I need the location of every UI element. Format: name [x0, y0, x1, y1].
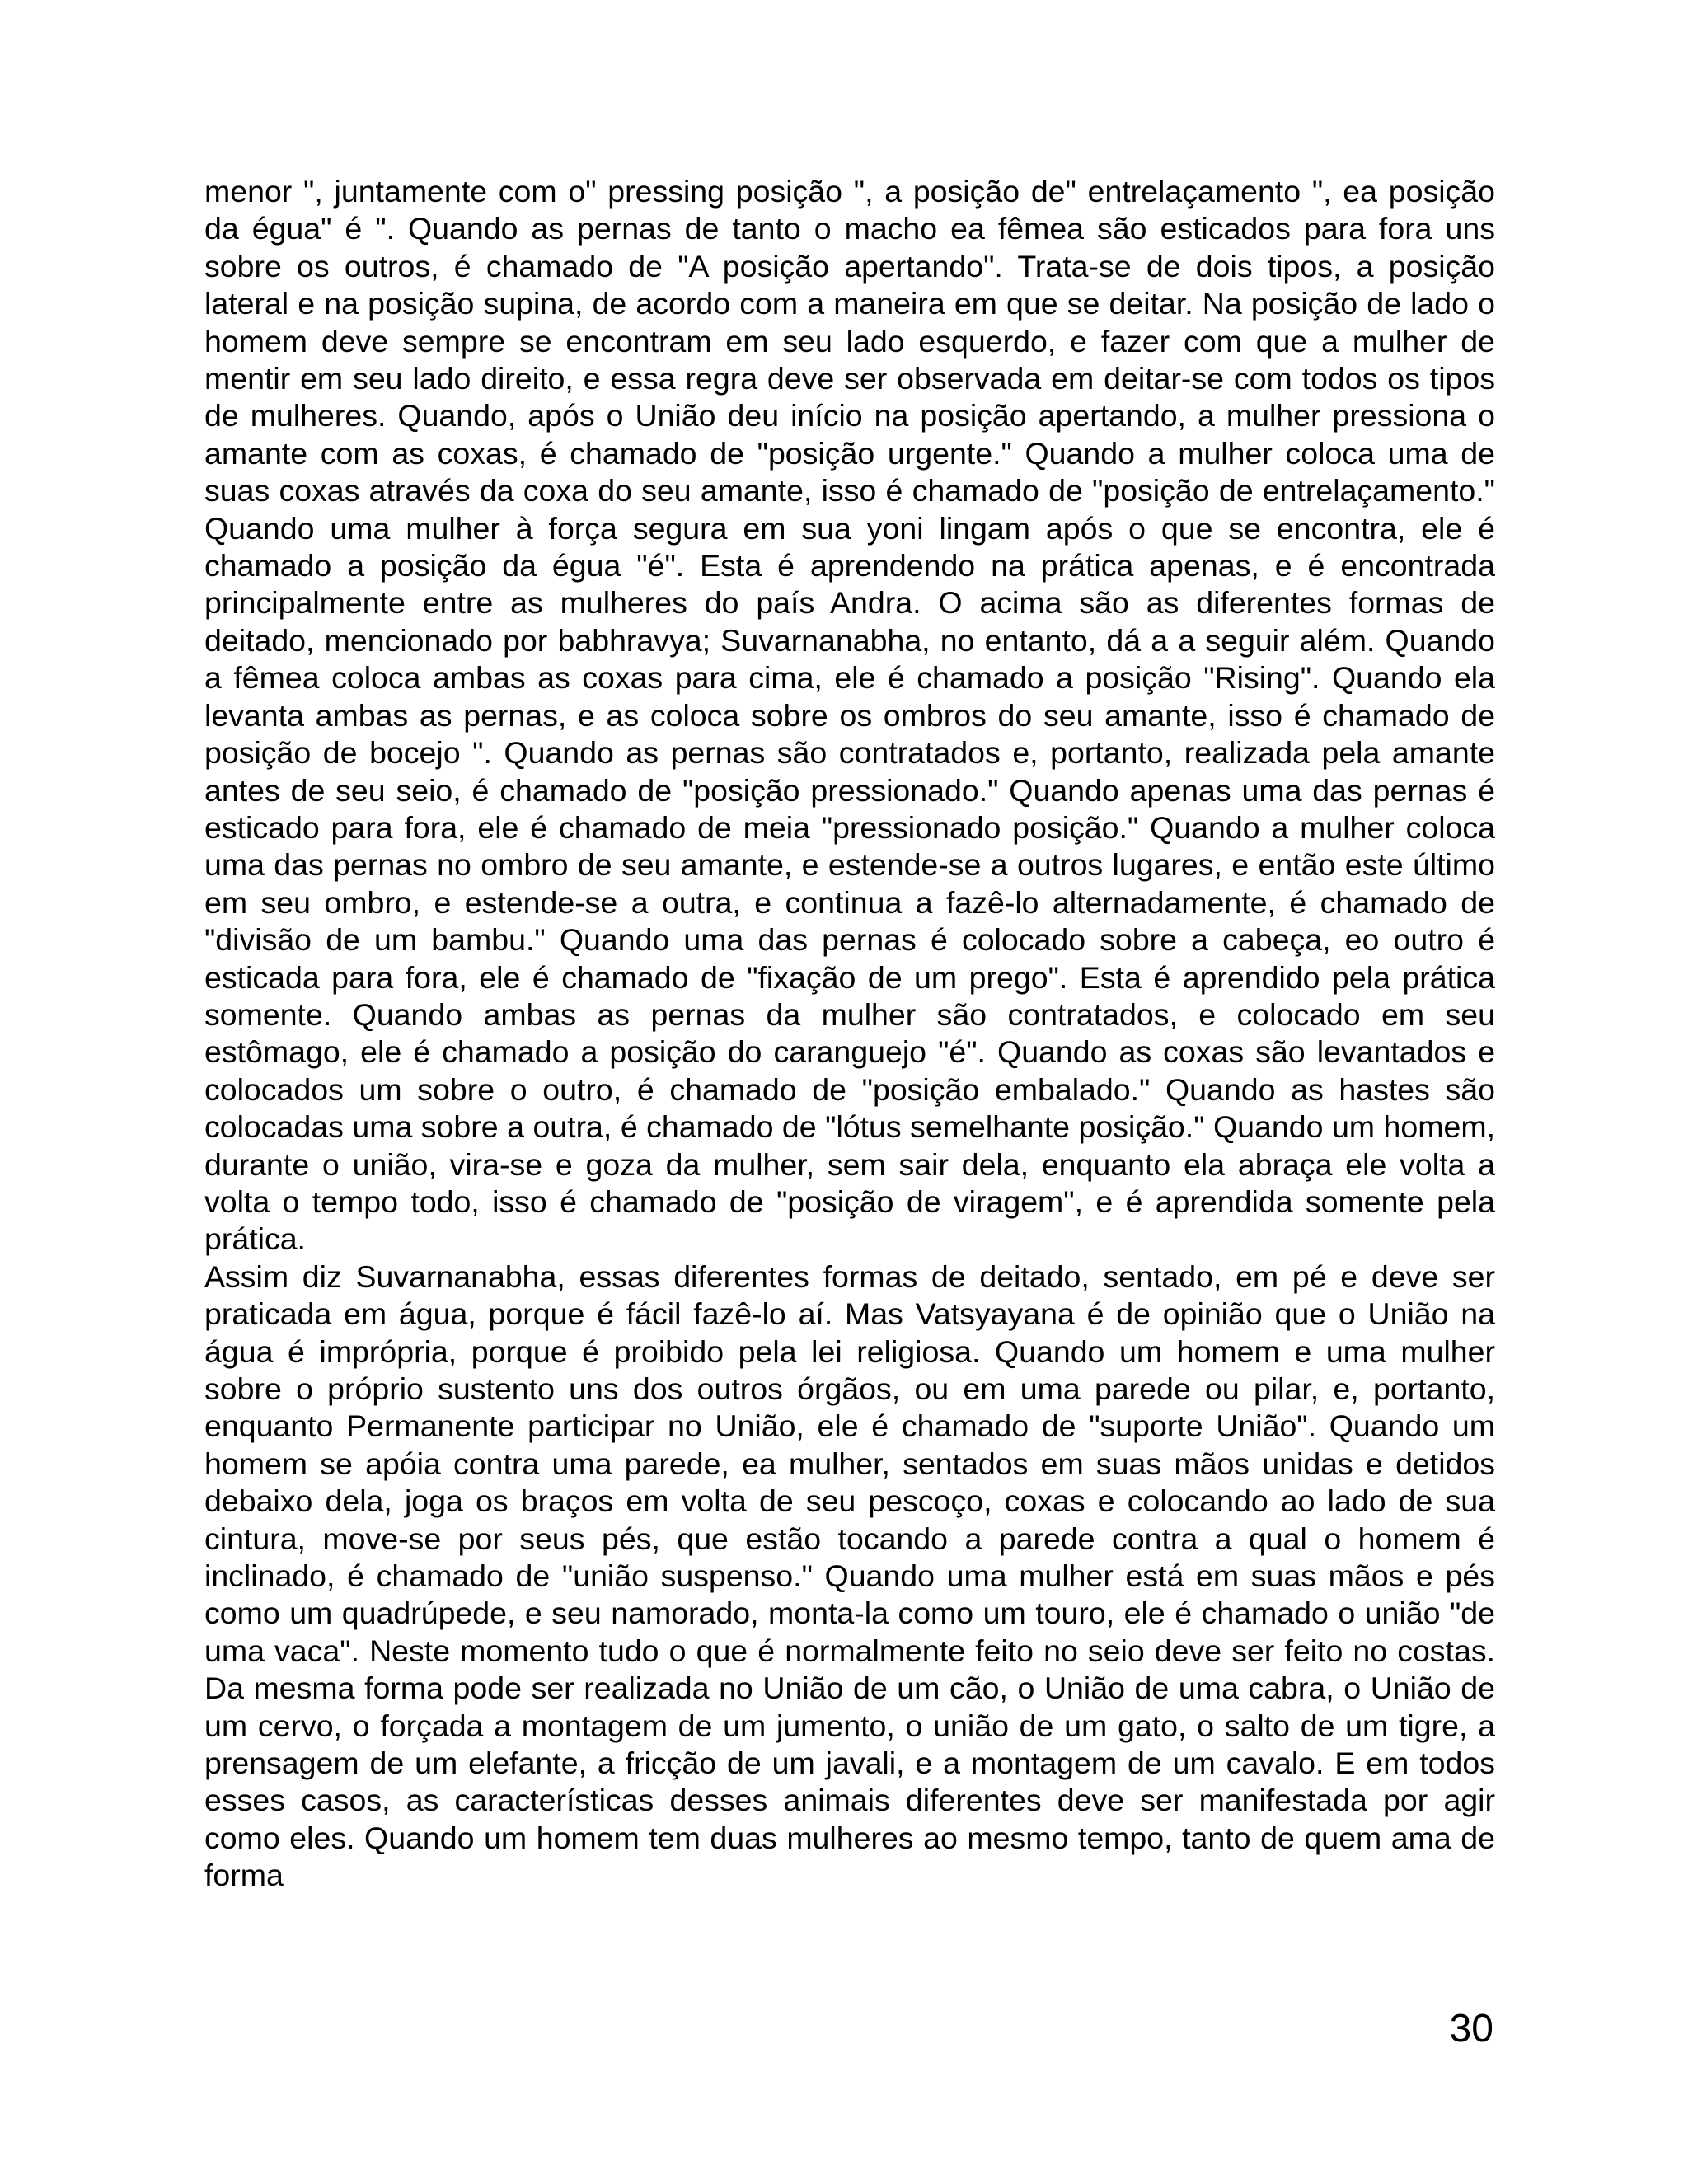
page-number: 30 [1449, 2007, 1493, 2050]
paragraph-1: menor ", juntamente com o" pressing posição ", a posição de" entrelaçamento ", ea posição da égua" é ". Quando as pernas de tanto o macho ea fêmea são esticados para fora uns sobre os outros, é chamado de "A posição apertando". Trata-se de dois tipos, a posição lateral e na posição supina, de acordo com a maneira em que se deitar. Na posição de lado o homem deve sempre se encontram em seu lado esquerdo, e fazer com que a mulher de mentir em seu lado direito, e essa regra deve ser observada em deitar-se com todos os tipos de mulheres. Quando, após o União deu início na posição apertando, a mulher pressiona o amante com as coxas, é chamado de "posição urgente." Quando a mulher coloca uma de suas coxas através da coxa do seu amante, isso é chamado de "posição de entrelaçamento." Quando uma mulher à força segura em sua yoni lingam após o que se encontra, ele é chamado a posição da égua "é". Esta é aprendendo na prática apenas, e é encontrada principalmente entre as mulheres do país Andra. O acima são as diferentes formas de deitado, mencionado por babhravya; Suvarnanabha, no entanto, dá a a seguir além. Quando a fêmea coloca ambas as coxas para cima, ele é chamado a posição "Rising". Quando ela levanta ambas as pernas, e as coloca sobre os ombros do seu amante, isso é chamado de posição de bocejo ". Quando as pernas são contratados e, portanto, realizada pela amante antes de seu seio, é chamado de "posição pressionado." Quando apenas uma das pernas é esticado para fora, ele é chamado de meia "pressionado posição." Quando a mulher coloca uma das pernas no ombro de seu amante, e estende-se a outros lugares, e então este último em seu ombro, e estende-se a outra, e continua a fazê-lo alternadamente, é chamado de "divisão de um bambu." Quando uma das pernas é colocado sobre a cabeça, eo outro é esticada para fora, ele é chamado de "fixação de um prego". Esta é aprendido pela prática somente. Quando ambas as pernas da mulher são contratados, e colocado em seu estômago, ele é chamado a posição do caranguejo "é". Quando as coxas são levantados e colocados um sobre o outro, é chamado de "posição embalado." Quando as hastes são colocadas uma sobre a outra, é chamado de "lótus semelhante posição." Quando um homem, durante o união, vira-se e goza da mulher, sem sair dela, enquanto ela abraça ele volta a volta o tempo todo, isso é chamado de "posição de viragem", e é aprendida somente pela prática. [204, 174, 1495, 1257]
body-text [204, 173, 1495, 1895]
paragraph-2: Assim diz Suvarnanabha, essas diferentes formas de deitado, sentado, em pé e deve ser praticada em água, porque é fácil fazê-lo aí. Mas Vatsyayana é de opinião que o União na água é imprópria, porque é proibido pela lei religiosa. Quando um homem e uma mulher sobre o próprio sustento uns dos outros órgãos, ou em uma parede ou pilar, e, portanto, enquanto Permanente participar no União, ele é chamado de "suporte União". Quando um homem se apóia contra uma parede, ea mulher, sentados em suas mãos unidas e detidos debaixo dela, joga os braços em volta de seu pescoço, coxas e colocando ao lado de sua cintura, move-se por seus pés, que estão tocando a parede contra a qual o homem é inclinado, é chamado de "união suspenso." Quando uma mulher está em suas mãos e pés como um quadrúpede, e seu namorado, monta-la como um touro, ele é chamado o união "de uma vaca". Neste momento tudo o que é normalmente feito no seio deve ser feito no costas. Da mesma forma pode ser realizada no União de um cão, o União de uma cabra, o União de um cervo, o forçada a montagem de um jumento, o união de um gato, o salto de um tigre, a prensagem de um elefante, a fricção de um javali, e a montagem de um cavalo. E em todos esses casos, as características desses animais diferentes deve ser manifestada por agir como eles. Quando um homem tem duas mulheres ao mesmo tempo, tanto de quem ama de forma [204, 1258, 1495, 1893]
